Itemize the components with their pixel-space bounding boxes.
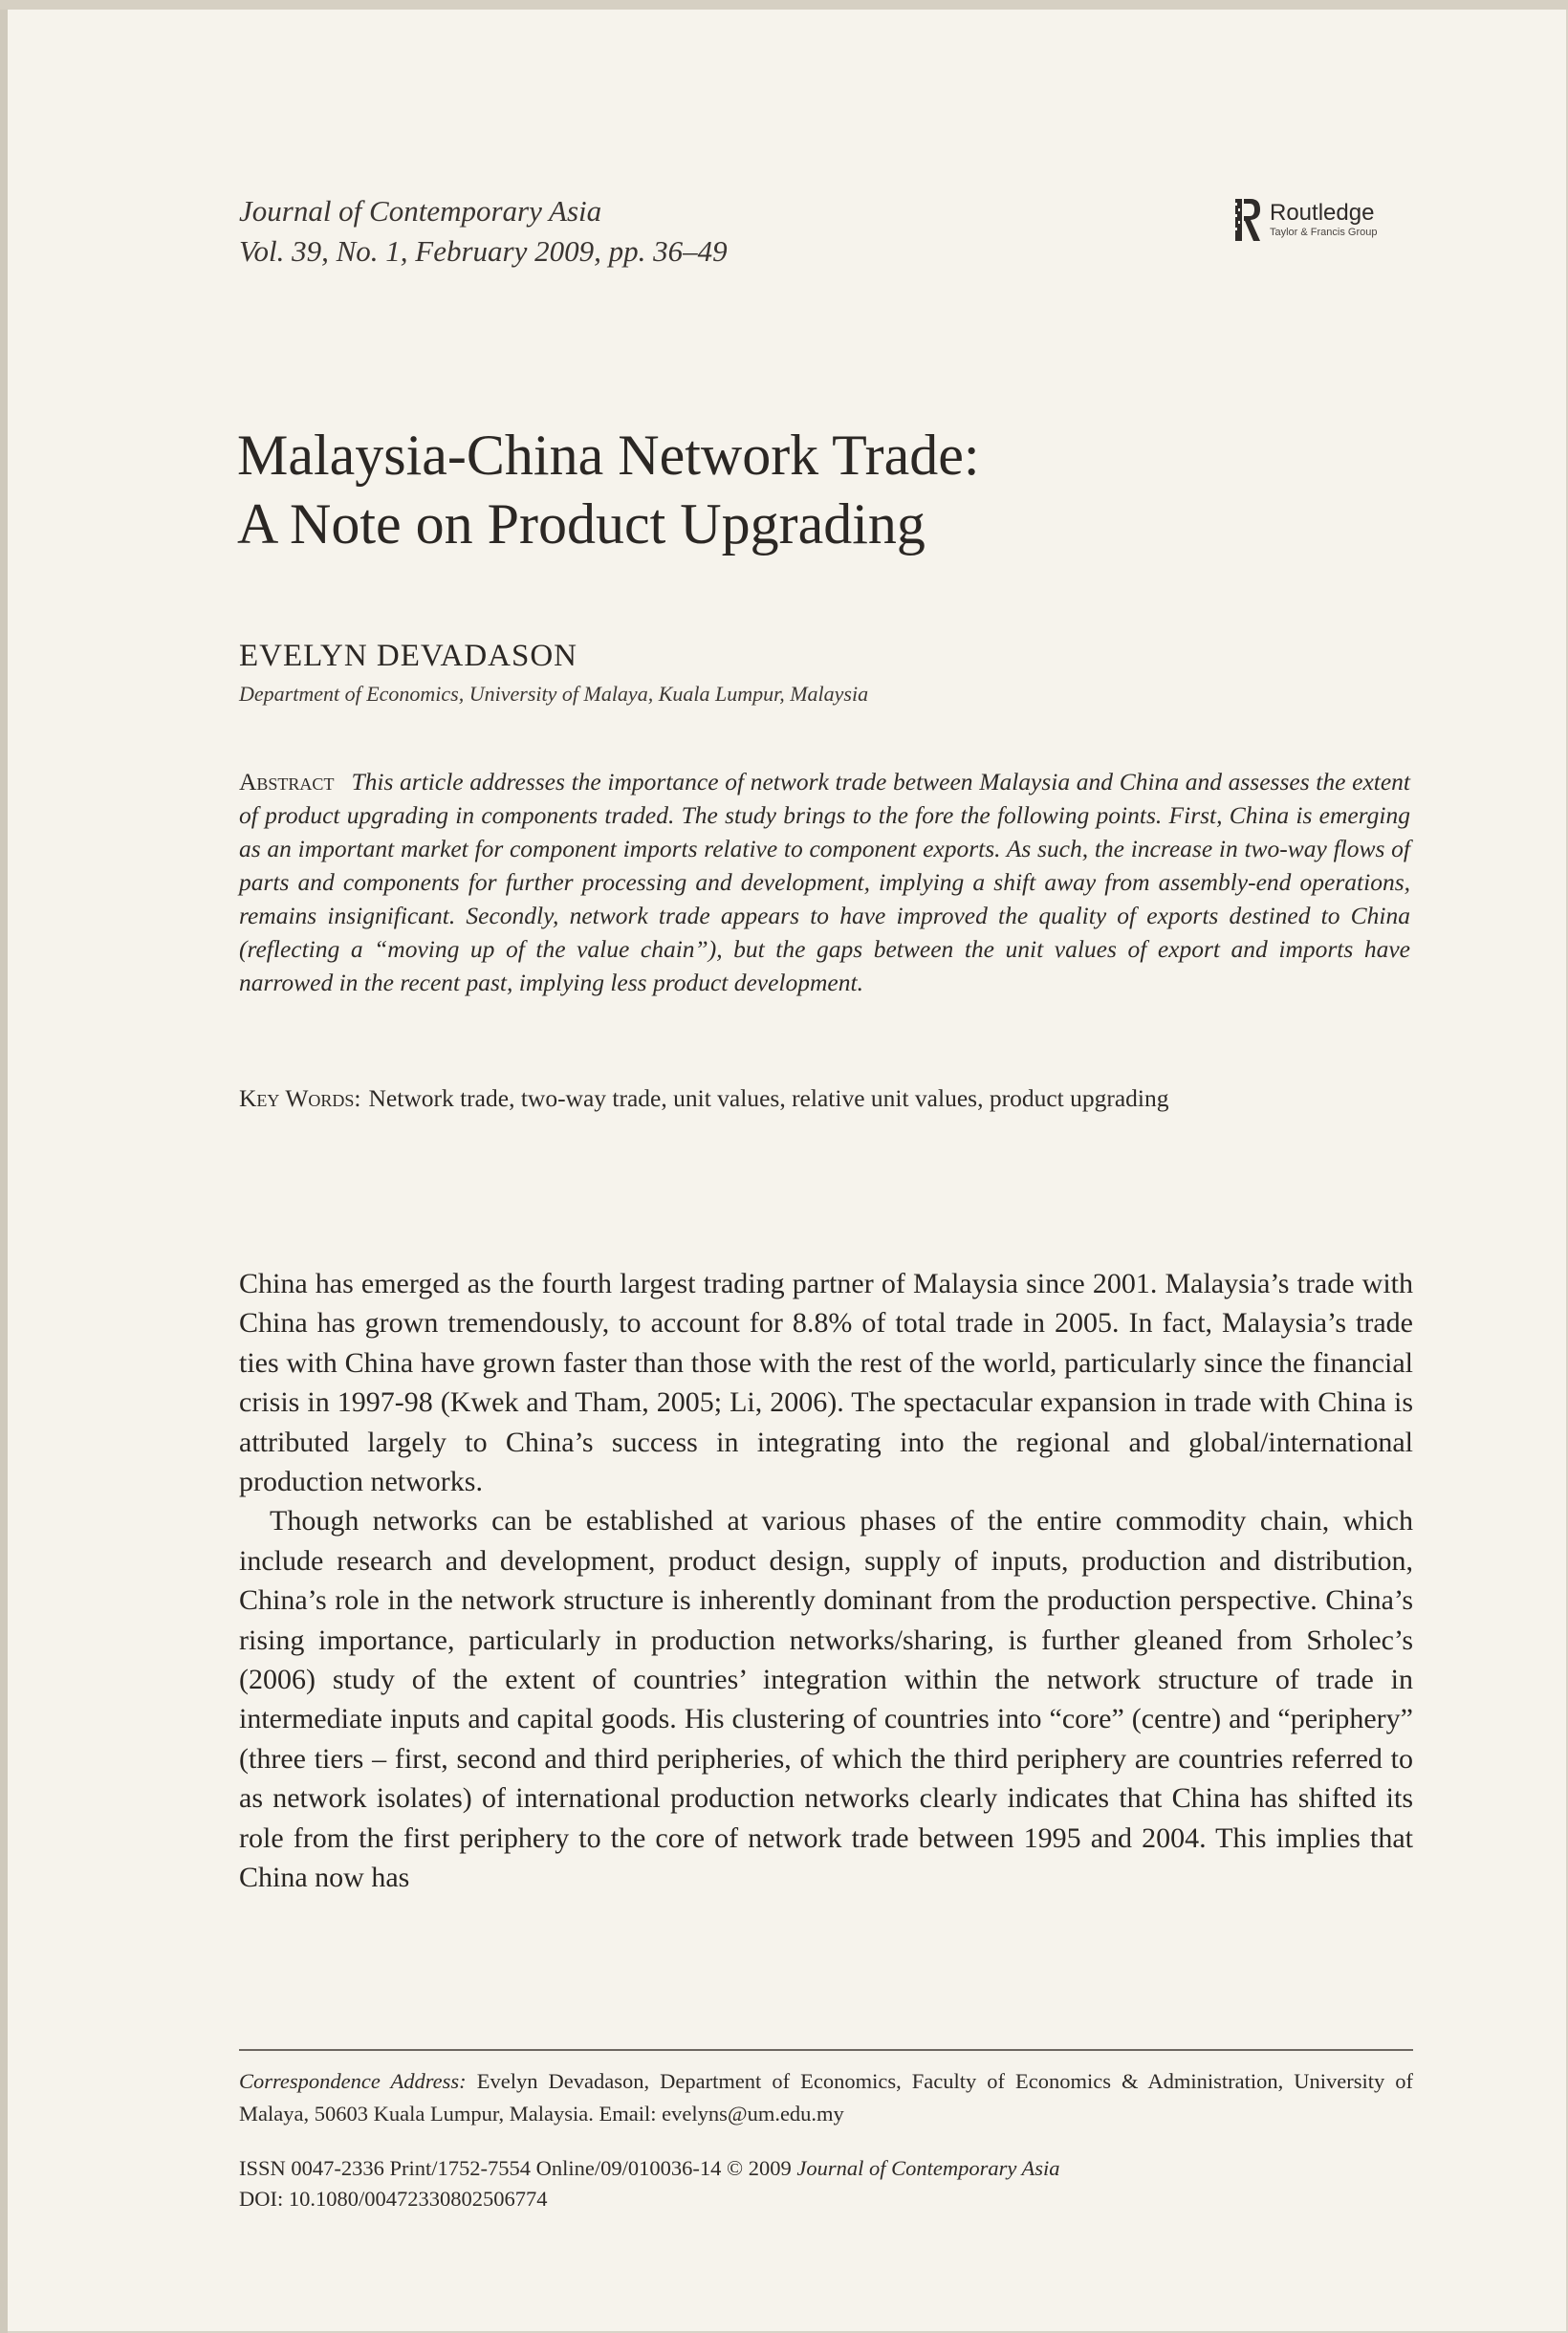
scan-edge-top (0, 0, 1568, 10)
scan-edge-left (0, 0, 8, 2333)
routledge-r-icon (1233, 195, 1262, 245)
publisher-name: Routledge (1270, 200, 1375, 226)
article-title (237, 421, 1384, 558)
correspondence-footnote (239, 2065, 1413, 2130)
issn-journal: Journal of Contemporary Asia (796, 2156, 1060, 2180)
body-paragraph: China has emerged as the fourth largest trading partner of Malaysia since 2001. Malaysia’s trade with China has grown tremendously, to account for 8.8% of total trade in 2005. In fact, Malaysia’s trade ties with China have grown faster than those with the rest of the world, particularly since the financial crisis in 1997-98 (Kwek and Tham, 2005; Li, 2006). The spectacular expansion in trade with China is attributed largely to China’s success in integrating into the regional and global/international production networks. (239, 1268, 1413, 1498)
abstract (239, 765, 1410, 999)
keywords (239, 1081, 1410, 1115)
publisher-text (1270, 201, 1377, 239)
publisher-logo (1233, 191, 1425, 249)
issn-text: ISSN 0047-2336 Print/1752-7554 Online/09/010036-14 © 2009 (239, 2156, 792, 2180)
keywords-label: Key Words: (239, 1084, 361, 1112)
journal-header (239, 191, 728, 272)
article-body (239, 1264, 1413, 1898)
issn-line (239, 2153, 1413, 2184)
correspondence-label: Correspondence Address: (239, 2069, 467, 2093)
footnote-divider (239, 2049, 1413, 2051)
author-affiliation: Department of Economics, University of Malaya, Kuala Lumpur, Malaysia (239, 682, 869, 706)
publisher-group: Taylor & Francis Group (1270, 227, 1378, 238)
correspondence-text: Evelyn Devadason, Department of Economics, Faculty of Economics & Administration, University of Malaya, 50603 Kuala Lumpur, Malaysia. Email: evelyns@um.edu.my (239, 2069, 1414, 2126)
title-line-1: Malaysia-China Network Trade: (237, 424, 980, 487)
journal-name: Journal of Contemporary Asia (239, 194, 602, 228)
abstract-label: Abstract (239, 768, 335, 796)
abstract-text: This article addresses the importance of network trade between Malaysia and China and assesses the extent of product upgrading in components traded. The study brings to the fore the following points. First, China is emerging as an important market for component imports relative to component exports. As such, the increase in two-way flows of parts and components for further processing and development, implying a shift away from assembly-end operations, remains insignificant. Secondly, network trade appears to have improved the quality of exports destined to China (reflecting a “moving up of the value chain”), but the gaps between the unit values of export and imports have narrowed in the recent past, implying less product development. (239, 768, 1410, 996)
doi-line: DOI: 10.1080/00472330802506774 (239, 2187, 548, 2211)
keywords-text: Network trade, two-way trade, unit values, relative unit values, product upgrading (368, 1084, 1169, 1112)
issn-block (239, 2153, 1413, 2214)
body-paragraph: Though networks can be established at various phases of the entire commodity chain, which include research and development, product design, supply of inputs, production and distribution, China’s role in the network structure is inherently dominant from the production perspective. China’s rising importance, particularly in production networks/sharing, is further gleaned from Srholec’s (2006) study of the extent of countries’ integration within the network structure of trade in intermediate inputs and capital goods. His clustering of countries into “core” (centre) and “periphery” (three tiers – first, second and third peripheries, of which the third periphery are countries referred to as network isolates) of international production networks clearly indicates that China has shifted its role from the first periphery to the core of network trade between 1995 and 2004. This implies that China now has (239, 1505, 1413, 1894)
author-name: EVELYN DEVADASON (239, 639, 577, 673)
title-line-2: A Note on Product Upgrading (237, 492, 926, 556)
journal-citation: Vol. 39, No. 1, February 2009, pp. 36–49 (239, 234, 728, 268)
